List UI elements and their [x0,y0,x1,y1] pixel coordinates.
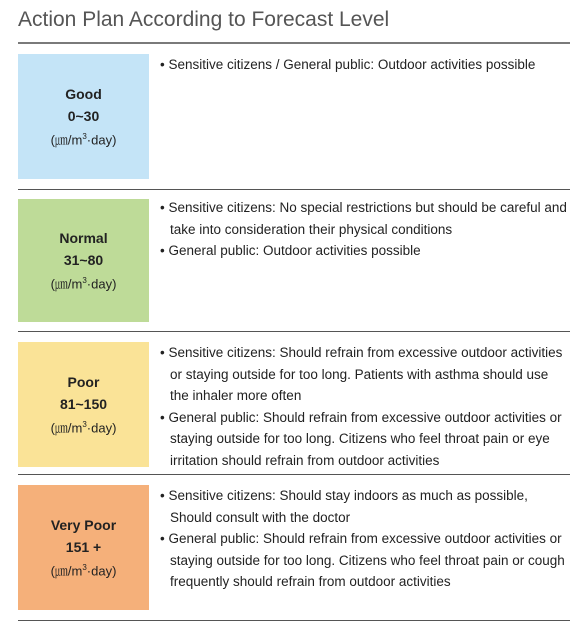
bullet-item: • Sensitive citizens / General public: Outdoor activities possible [160,57,536,72]
level-range: 81~150 [59,395,108,412]
page-title: Action Plan According to Forecast Level [18,8,390,31]
level-name: Good [65,85,102,102]
level-badge-very-poor [18,485,149,610]
level-row-normal [18,190,570,331]
level-row-good [18,44,570,190]
level-range: 0~30 [67,107,100,124]
level-name: Normal [59,229,108,246]
bullet-item: • Sensitive citizens: Should stay indoors as much as possible, Should consult with the doctor [160,488,528,525]
level-row-poor [18,332,570,474]
row-divider [18,620,570,621]
level-range: 151 + [65,538,102,555]
level-badge-poor [18,342,149,467]
level-name: Poor [67,373,100,390]
level-unit: $(㎛/m^3\cdot day)$ [50,275,117,292]
level-unit: $(㎛/m^3\cdot day)$ [50,562,117,579]
level-name: Very Poor [50,516,117,533]
bullet-item: • General public: Should refrain from excessive outdoor activities or staying outside for too long. Citizens who feel throat pain or cough frequently should refrain from outdoor activities [160,531,565,589]
level-description [160,485,568,593]
bullet-item: • General public: Should refrain from excessive outdoor activities or staying outside for too long. Citizens who feel throat pain or eye irritation should refrain from outdoor activities [160,409,562,468]
bullet-item: • General public: Outdoor activities possible [160,243,421,258]
level-badge-normal [18,199,149,322]
level-unit: $(㎛/m^3\cdot day)$ [50,419,117,436]
bullet-item: • Sensitive citizens: No special restrictions but should be careful and take into consideration their physical conditions [160,200,567,237]
level-range: 31~80 [63,251,104,268]
level-description [160,54,568,76]
level-unit: $(㎛/m^3\cdot day)$ [50,131,117,148]
bullet-item: • Sensitive citizens: Should refrain from excessive outdoor activities or staying outside for too long. Patients with asthma should use the inhaler more often [160,345,563,403]
level-description [160,342,568,471]
level-description [160,197,568,262]
level-badge-good [18,54,149,179]
level-row-very-poor [18,475,570,622]
